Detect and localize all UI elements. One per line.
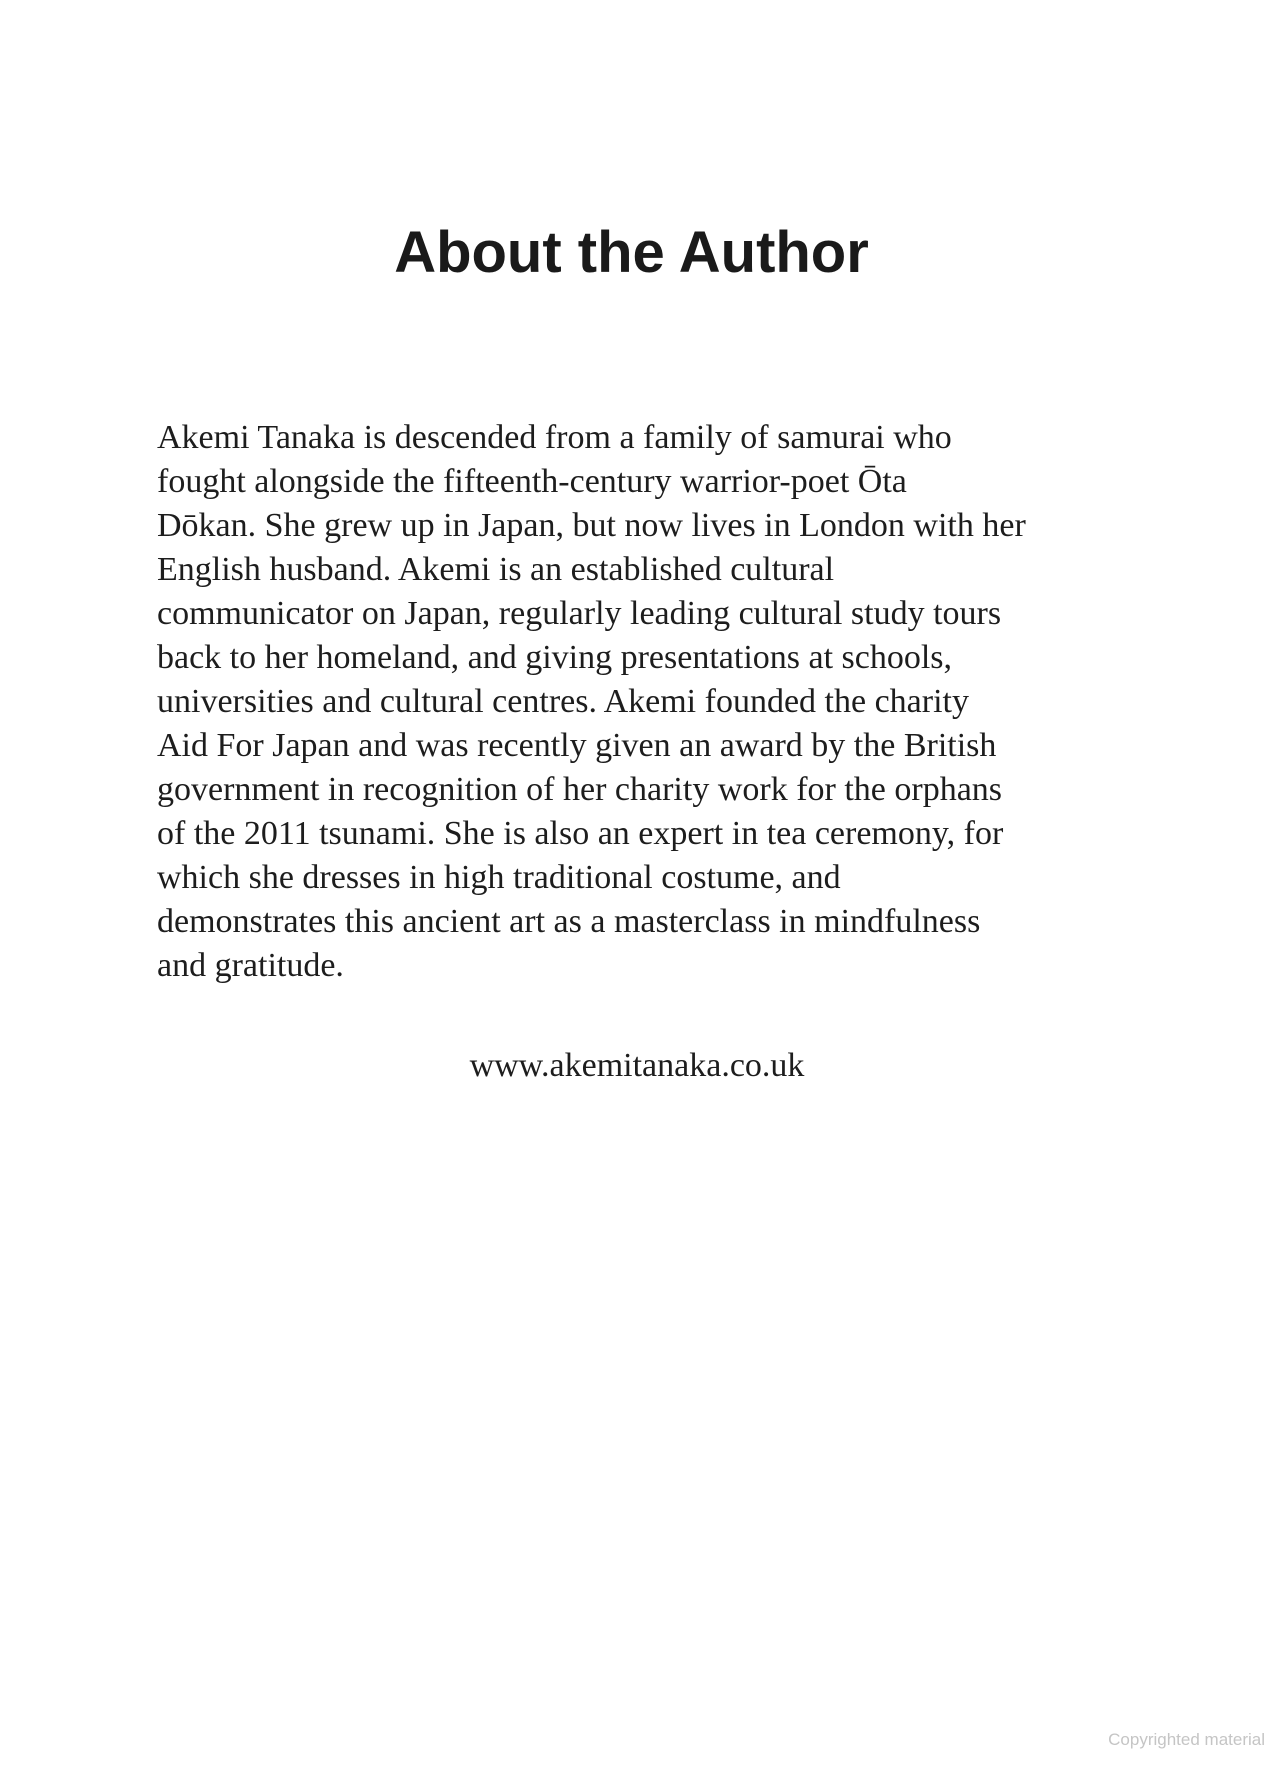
bio-line: which she dresses in high traditional costume, and <box>157 859 841 896</box>
bio-line: fought alongside the fifteenth-century warrior-poet Ōta <box>157 463 907 500</box>
bio-line: Akemi Tanaka is descended from a family of samurai who <box>157 419 952 456</box>
bio-line: demonstrates this ancient art as a masterclass in mindfulness <box>157 903 981 940</box>
author-website-url: www.akemitanaka.co.uk <box>469 1047 805 1084</box>
bio-line: and gratitude. <box>157 947 344 984</box>
bio-line: Dōkan. She grew up in Japan, but now lives in London with her <box>157 507 1026 544</box>
page-title: About the Author <box>394 220 869 285</box>
bio-line: Aid For Japan and was recently given an award by the British <box>157 727 997 764</box>
author-bio <box>157 416 1157 988</box>
bio-line: communicator on Japan, regularly leading cultural study tours <box>157 595 1002 632</box>
copyright-watermark: Copyrighted material <box>1108 1730 1265 1749</box>
bio-line: universities and cultural centres. Akemi founded the charity <box>157 683 969 720</box>
bio-line: government in recognition of her charity work for the orphans <box>157 771 1003 808</box>
bio-line: back to her homeland, and giving presentations at schools, <box>157 639 953 676</box>
bio-line: of the 2011 tsunami. She is also an expert in tea ceremony, for <box>157 815 1004 852</box>
bio-line: English husband. Akemi is an established cultural <box>157 551 835 588</box>
